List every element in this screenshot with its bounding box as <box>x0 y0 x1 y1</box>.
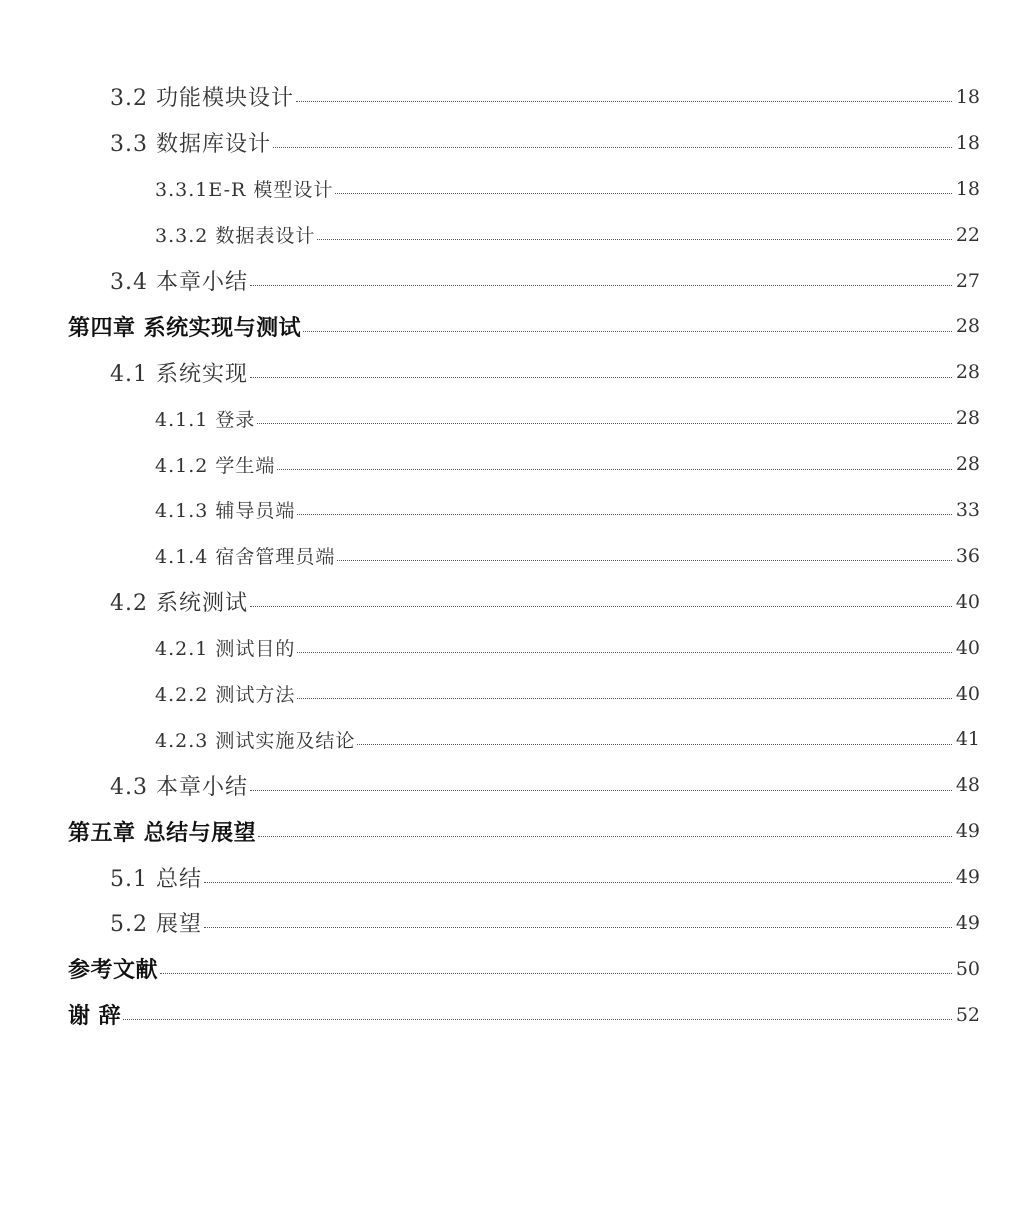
toc-entry-title: 4.2.2 测试方法 <box>155 684 296 707</box>
toc-entry[interactable] <box>0 487 1036 533</box>
toc-entry-page-number: 40 <box>955 590 980 613</box>
table-of-contents <box>0 74 1036 1038</box>
toc-entry[interactable] <box>0 716 1036 762</box>
toc-dot-leader <box>258 836 952 837</box>
toc-dot-leader <box>297 514 951 515</box>
toc-entry-page-number: 18 <box>955 177 980 200</box>
toc-entry-title: 4.2.3 测试实施及结论 <box>155 729 356 752</box>
toc-entry-page-number: 27 <box>955 269 980 292</box>
toc-entry[interactable] <box>0 303 1036 349</box>
toc-dot-leader <box>317 239 951 240</box>
toc-entry-title: 5.1 总结 <box>110 866 202 892</box>
toc-entry[interactable] <box>0 579 1036 625</box>
toc-entry[interactable] <box>0 349 1036 395</box>
toc-entry[interactable] <box>0 212 1036 258</box>
toc-entry-title: 4.3 本章小结 <box>110 774 248 800</box>
toc-entry-title: 5.2 展望 <box>110 912 202 938</box>
toc-entry[interactable] <box>0 258 1036 304</box>
toc-entry-page-number: 49 <box>955 820 980 843</box>
toc-entry-title: 第四章 系统实现与测试 <box>68 315 302 341</box>
toc-entry-page-number: 49 <box>955 866 980 889</box>
toc-entry-title: 4.2.1 测试目的 <box>155 638 296 661</box>
toc-dot-leader <box>250 606 952 607</box>
toc-entry[interactable] <box>0 671 1036 717</box>
toc-entry[interactable] <box>0 120 1036 166</box>
toc-entry[interactable] <box>0 166 1036 212</box>
toc-entry[interactable] <box>0 395 1036 441</box>
toc-entry-title: 4.1.4 宿舍管理员端 <box>155 546 336 569</box>
toc-dot-leader <box>303 331 952 332</box>
toc-entry[interactable] <box>0 946 1036 992</box>
toc-dot-leader <box>204 927 952 928</box>
toc-entry-page-number: 28 <box>955 361 980 384</box>
toc-entry-title: 第五章 总结与展望 <box>68 820 257 846</box>
toc-entry[interactable] <box>0 808 1036 854</box>
toc-dot-leader <box>357 744 951 745</box>
toc-entry-title: 4.1.2 学生端 <box>155 454 276 477</box>
toc-entry[interactable] <box>0 900 1036 946</box>
toc-entry[interactable] <box>0 533 1036 579</box>
toc-entry-page-number: 22 <box>955 223 980 246</box>
toc-entry-page-number: 33 <box>955 498 980 521</box>
toc-entry-page-number: 18 <box>955 131 980 154</box>
toc-entry-title: 4.2 系统测试 <box>110 591 248 617</box>
toc-entry-title: 4.1.1 登录 <box>155 408 256 431</box>
toc-entry-title: 3.3.2 数据表设计 <box>155 225 316 248</box>
toc-entry-page-number: 28 <box>955 315 980 338</box>
toc-entry-title: 4.1 系统实现 <box>110 361 248 387</box>
toc-dot-leader <box>297 698 951 699</box>
toc-dot-leader <box>337 560 951 561</box>
toc-dot-leader <box>250 285 952 286</box>
toc-dot-leader <box>296 101 952 102</box>
toc-entry-page-number: 40 <box>955 636 980 659</box>
toc-dot-leader <box>250 377 952 378</box>
toc-dot-leader <box>257 423 951 424</box>
toc-entry[interactable] <box>0 854 1036 900</box>
toc-entry-title: 4.1.3 辅导员端 <box>155 500 296 523</box>
toc-dot-leader <box>273 147 952 148</box>
toc-entry-title: 3.3.1E-R 模型设计 <box>155 179 334 202</box>
toc-entry[interactable] <box>0 441 1036 487</box>
toc-dot-leader <box>123 1019 952 1020</box>
toc-entry-title: 3.3 数据库设计 <box>110 132 271 158</box>
toc-entry-title: 3.2 功能模块设计 <box>110 86 294 112</box>
toc-entry-page-number: 41 <box>955 728 980 751</box>
toc-entry[interactable] <box>0 74 1036 120</box>
toc-entry-page-number: 18 <box>955 85 980 108</box>
toc-entry-page-number: 28 <box>955 407 980 430</box>
toc-entry-title: 谢 辞 <box>68 1004 122 1030</box>
toc-entry-page-number: 28 <box>955 453 980 476</box>
toc-entry-page-number: 49 <box>955 911 980 934</box>
toc-dot-leader <box>335 193 951 194</box>
toc-entry[interactable] <box>0 625 1036 671</box>
toc-dot-leader <box>204 882 952 883</box>
toc-dot-leader <box>277 469 951 470</box>
toc-entry[interactable] <box>0 762 1036 808</box>
toc-dot-leader <box>297 652 951 653</box>
toc-entry-title: 3.4 本章小结 <box>110 270 248 295</box>
toc-dot-leader <box>250 790 952 791</box>
toc-entry-page-number: 40 <box>955 682 980 705</box>
toc-entry-title: 参考文献 <box>68 958 159 984</box>
toc-dot-leader <box>160 973 952 974</box>
toc-entry[interactable] <box>0 992 1036 1038</box>
toc-entry-page-number: 36 <box>955 544 980 567</box>
toc-entry-page-number: 48 <box>955 774 980 797</box>
toc-entry-page-number: 52 <box>955 1003 980 1026</box>
toc-entry-page-number: 50 <box>955 957 980 980</box>
